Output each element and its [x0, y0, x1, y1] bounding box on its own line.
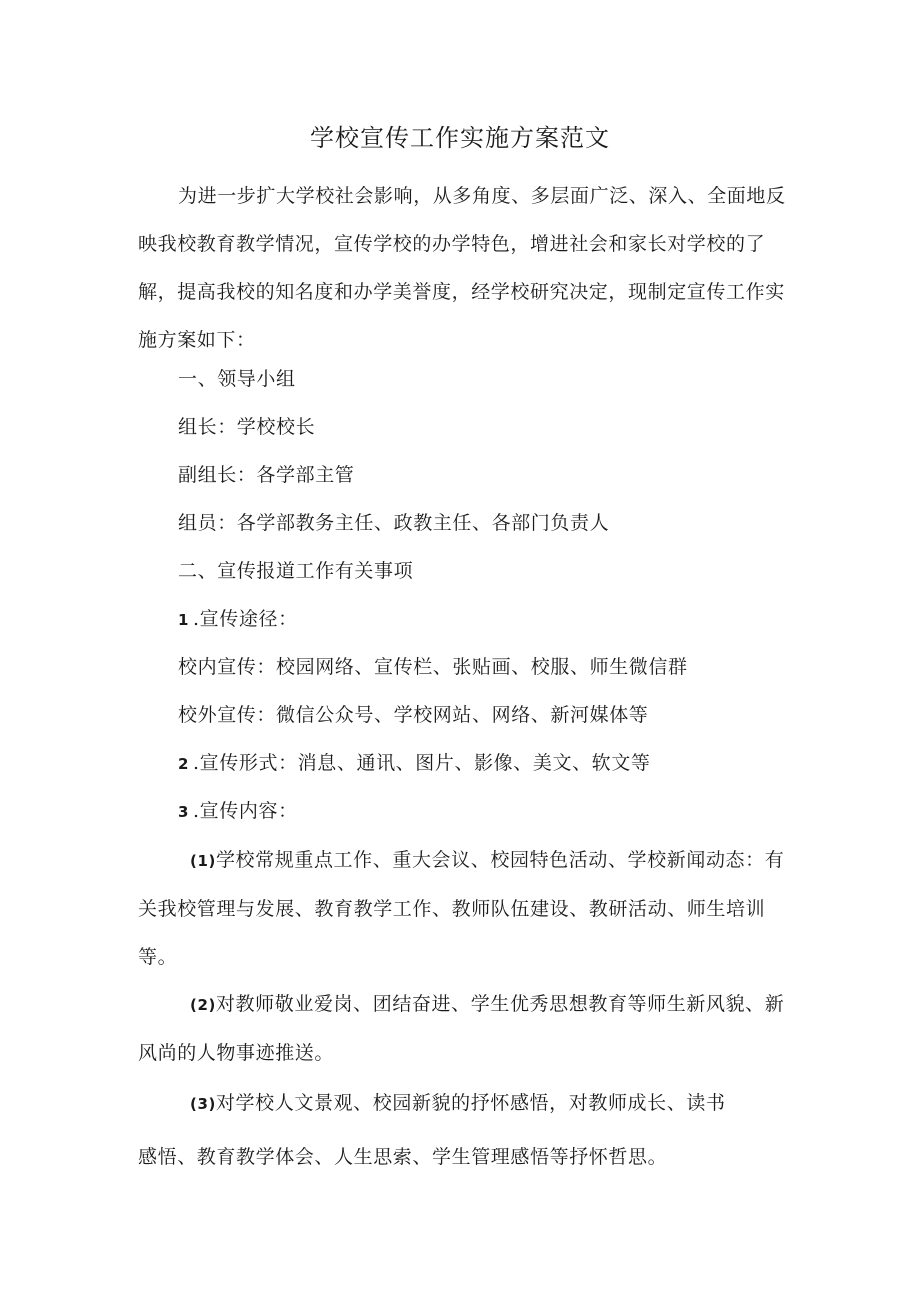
internal-line: 校内宣传：校园网络、宣传栏、张贴画、校服、师生微信群 — [178, 656, 688, 678]
item2-line — [178, 748, 651, 779]
item3-number: 3 — [178, 803, 190, 821]
document-title: 学校宣传工作实施方案范文 — [310, 124, 610, 152]
item1-line — [178, 604, 298, 635]
item3-line — [178, 796, 298, 827]
vice-leader-line: 副组长：各学部主管 — [178, 464, 355, 486]
content3-text-1: 对学校人文景观、校园新貌的抒怀感悟，对教师成长、读书 — [215, 1092, 726, 1114]
leader-line: 组长：学校校长 — [178, 416, 316, 438]
content2-paragraph — [138, 980, 788, 1077]
content3-line1 — [190, 1088, 726, 1119]
intro-paragraph: 为进一步扩大学校社会影响，从多角度、多层面广泛、深入、全面地反映我校教育教学情况，宣传学校的办学特色，增进社会和家长对学校的了解，提高我校的知名度和办学美誉度，经学校研究决定，现制定宣传工作实施方案如下： — [138, 185, 786, 351]
item1-text: .宣传途径： — [193, 608, 298, 630]
content1-paragraph — [138, 836, 788, 981]
section1-heading: 一、领导小组 — [178, 368, 296, 390]
item3-text: .宣传内容： — [193, 800, 298, 822]
content1-text: 学校常规重点工作、重大会议、校园特色活动、学校新闻动态：有关我校管理与发展、教育教学工作、教师队伍建设、教研活动、师生培训等。 — [138, 849, 785, 968]
item2-text: .宣传形式：消息、通讯、图片、影像、美文、软文等 — [193, 752, 651, 774]
external-line: 校外宣传：微信公众号、学校网站、网络、新河媒体等 — [178, 704, 649, 726]
content3-line2: 感悟、教育教学体会、人生思索、学生管理感悟等抒怀哲思。 — [138, 1146, 668, 1168]
item2-number: 2 — [178, 755, 190, 773]
content1-number: (1) — [190, 852, 216, 870]
content2-text: 对教师敬业爱岗、团结奋进、学生优秀思想教育等师生新风貌、新风尚的人物事迹推送。 — [138, 993, 785, 1064]
members-line: 组员：各学部教务主任、政教主任、各部门负责人 — [178, 512, 610, 534]
content3-number: (3) — [190, 1095, 216, 1113]
item1-number: 1 — [178, 611, 190, 629]
content2-number: (2) — [190, 996, 216, 1014]
section2-heading: 二、宣传报道工作有关事项 — [178, 560, 414, 582]
